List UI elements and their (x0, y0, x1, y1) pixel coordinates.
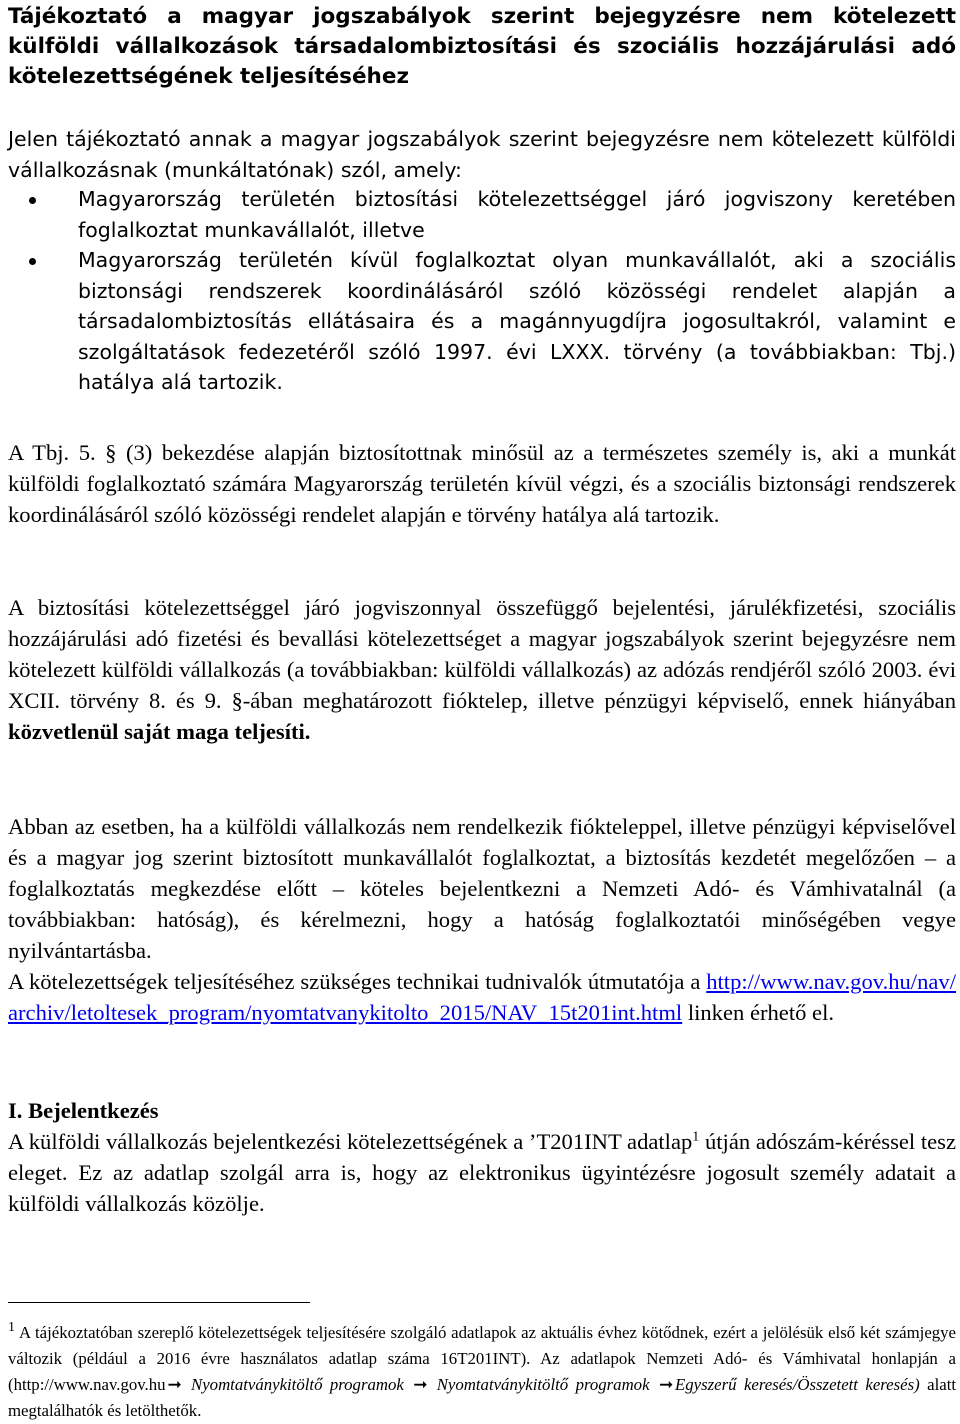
no-branch-paragraph: Abban az esetben, ha a külföldi vállalkozás nem rendelkezik fiókteleppel, illetve pénzügyi képviselővel és a magyar jog szerint biztosított munkavállalót foglalkoztat, a biztosítás kezdetét megelőzően – a foglalkoztatás megkezdése előtt – köteles bejelentkezni a Nemzeti Adó- és Vámhivatalnál (a továbbiakban: hatóság), és kérelmezni, hogy a hatóság foglalkoztatói minőségében vegye nyilvántartásba. (8, 814, 956, 963)
bullet-list (8, 184, 956, 398)
bullet-dot-icon (29, 197, 36, 204)
footnote-path-1: Nyomtatványkitöltő programok (191, 1375, 404, 1394)
footnote-reference[interactable]: 1 (692, 1129, 700, 1145)
registration-paragraph (8, 1126, 956, 1219)
guide-text: A kötelezettségek teljesítéséhez szükséges technikai tudnivalók útmutatója a (8, 969, 701, 994)
footnote-path-3: Egyszerű keresés/Összetett keresés) (675, 1375, 920, 1394)
document-title: Tájékoztató a magyar jogszabályok szerint bejegyzésre nem kötelezett külföldi vállalkozások társadalombiztosítási és szociális hozzájárulási adó kötelezettségének teljesítéséhez (8, 4, 956, 89)
intro-paragraph: Jelen tájékoztató annak a magyar jogszabályok szerint bejegyzésre nem kötelezett külföldi vállalkozásnak (munkáltatónak) szól, amely: (8, 127, 956, 182)
footnote-divider (8, 1302, 310, 1303)
bullet-item (8, 184, 956, 245)
bullet-text: Magyarország területén biztosítási kötelezettséggel járó jogviszony keretében foglalkoztat munkavállalót, illetve (78, 187, 956, 242)
arrow-right-icon: ➞ (658, 1375, 674, 1394)
bullet-item (8, 245, 956, 398)
footnote-number: 1 (8, 1320, 15, 1336)
registration-text-before: A külföldi vállalkozás bejelentkezési kötelezettségének a ’T201INT adatlap (8, 1129, 693, 1154)
guide-link[interactable]: http://www.nav.gov.hu/nav/archiv/letoltesek_program/nyomtatvanykitolto_2015/NAV_15t201int.html (8, 969, 956, 1025)
guide-paragraph (8, 966, 956, 1028)
bullet-text: Magyarország területén kívül foglalkoztat olyan munkavállalót, aki a szociális biztonsági rendszerek koordinálásáról szóló közösségi rendelet alapján a társadalombiztosítás ellátásaira és a magánnyugdíjra jogosultakról, valamint e szolgáltatások fedezetéről szóló 1997. évi LXXX. törvény (a továbbiakban: Tbj.) hatálya alá tartozik. (78, 248, 956, 394)
obligation-paragraph (8, 592, 956, 747)
obligation-text: A biztosítási kötelezettséggel járó jogviszonnyal összefüggő bejelentési, járulékfizetési, szociális hozzájárulási adó fizetési és bevallási kötelezettséget a magyar jogszabályok szerint bejegyzésre nem kötelezett külföldi vállalkozás (a továbbiakban: külföldi vállalkozás) az adózás rendjéről szóló 2003. évi XCII. törvény 8. és 9. §-ában meghatározott fióktelep, illetve pénzügyi képviselő, ennek hiányában (8, 595, 956, 713)
guide-tail: linken érhető el. (682, 1000, 834, 1025)
section-heading: I. Bejelentkezés (8, 1098, 159, 1123)
bullet-dot-icon (29, 258, 36, 265)
obligation-bold-text: közvetlenül saját maga teljesíti. (8, 719, 311, 744)
footnote-tail: alatt megtalálhatók és letölthetők. (8, 1375, 957, 1420)
arrow-right-icon: ➞ (167, 1375, 182, 1394)
tbj-paragraph: A Tbj. 5. § (3) bekezdése alapján biztosítottnak minősül az a természetes személy is, aki a munkát külföldi foglalkoztató számára Magyarország területén kívül végzi, és a szociális biztonsági rendszerek koordinálásáról szóló közösségi rendelet alapján e törvény hatálya alá tartozik. (8, 440, 956, 527)
footnote-text: A tájékoztatóban szereplő kötelezettségek teljesítésére szolgáló adatlapok az aktuális évhez kötődnek, ezért a jelölésük első két számjegye változik (például a 2016 évre használatos adatlap száma 16T201INT). Az adatlapok Nemzeti Adó- és Vámhivatal honlapján a (http://www.nav.gov.hu (8, 1323, 956, 1394)
footnote (8, 1320, 956, 1424)
registration-text-after: útján adószám-kéréssel tesz eleget. Ez az adatlap szolgál arra is, hogy az elektronikus ügyintézésre jogosult személy adatait a külföldi vállalkozás közölje. (8, 1129, 956, 1216)
arrow-right-icon: ➞ (413, 1375, 428, 1394)
footnote-path-2: Nyomtatványkitöltő programok (436, 1375, 650, 1394)
